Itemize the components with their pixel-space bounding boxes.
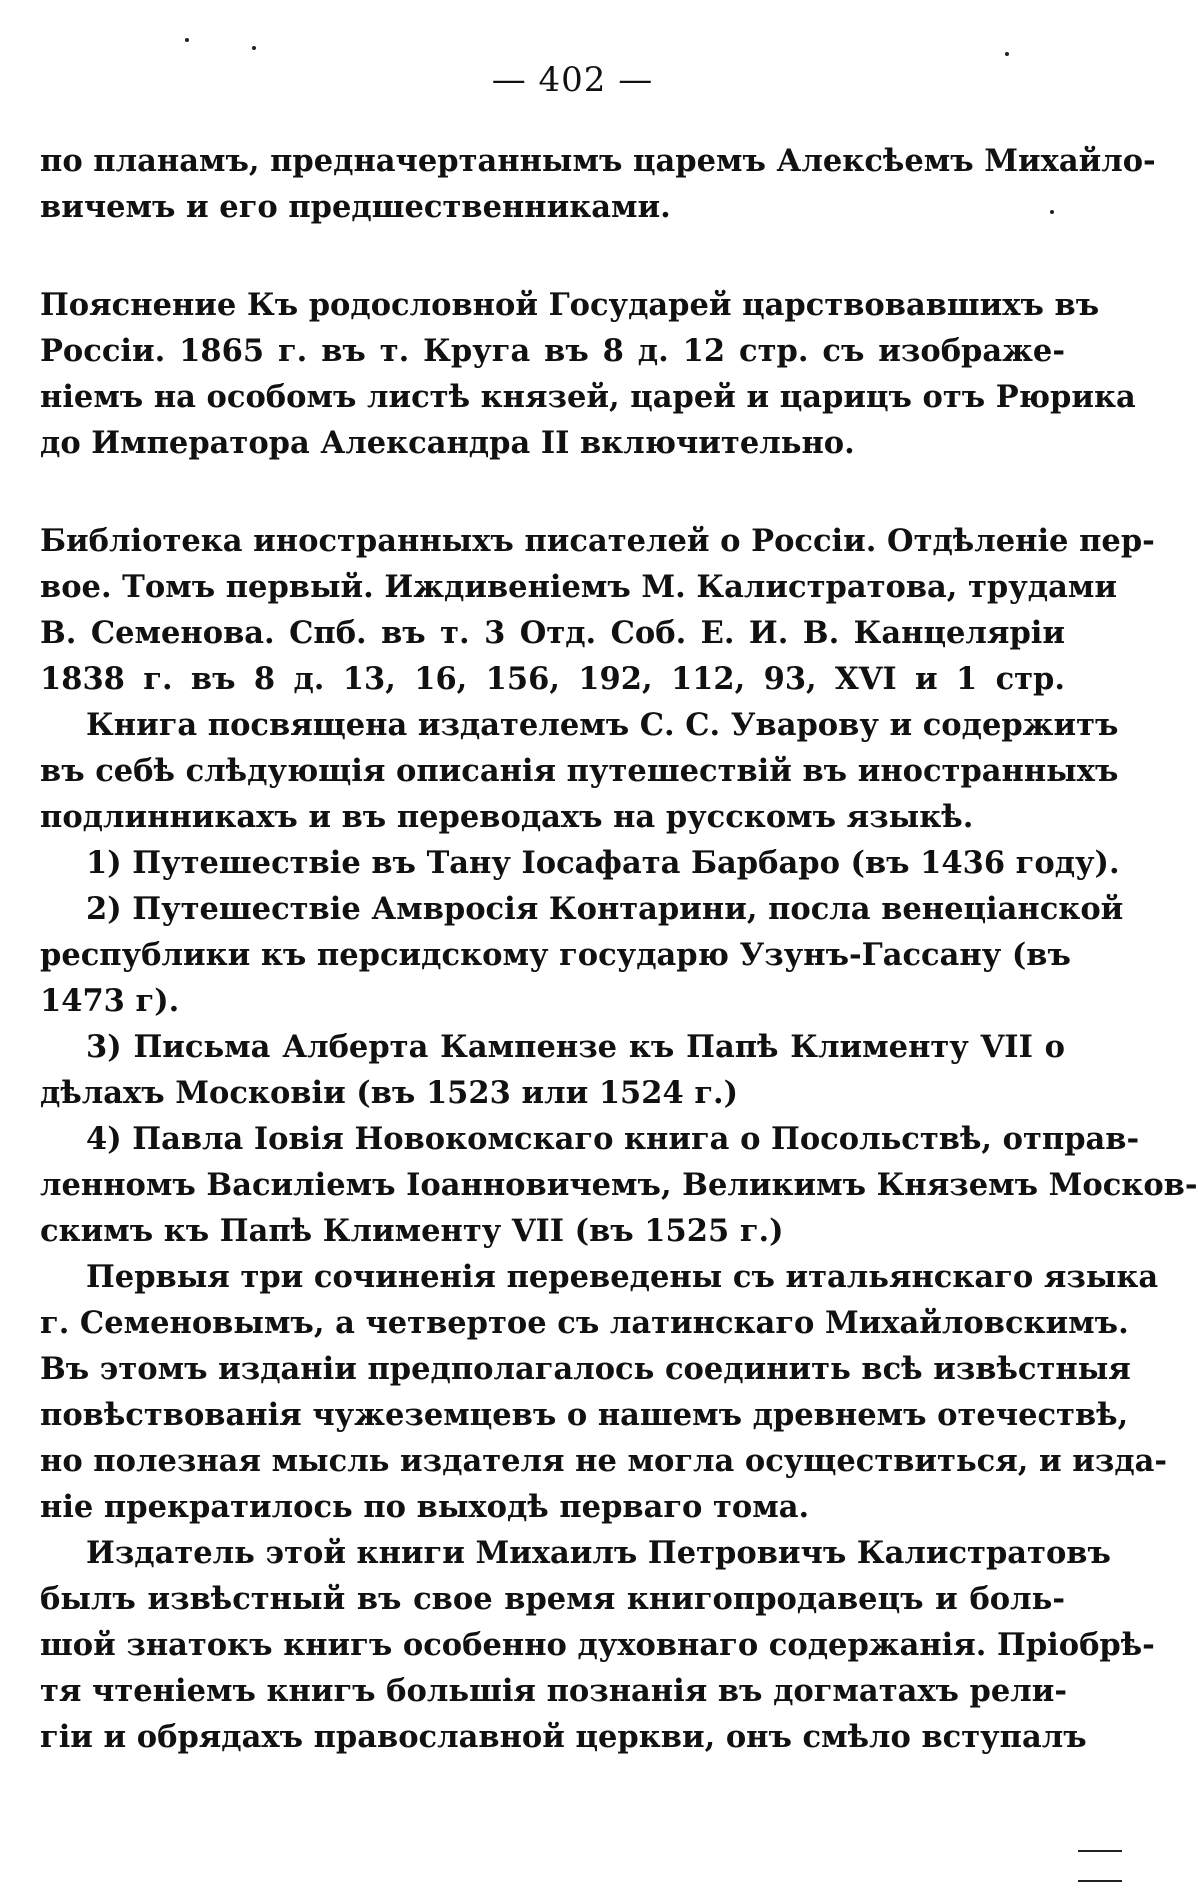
text-line: повѣствованія чужеземцевъ о нашемъ древнемъ отечествѣ, (40, 1397, 1129, 1433)
document-page (40, 60, 1198, 1760)
text-line: подлинникахъ и въ переводахъ на русскомъ языкѣ. (40, 799, 974, 835)
text-line: ленномъ Василіемъ Іоанновичемъ, Великимъ Княземъ Москов- (40, 1167, 1198, 1203)
text-line: 2) Путешествіе Амвросія Контарини, посла венеціанской (86, 891, 1124, 927)
text-line: республики къ персидскому государю Узунъ-Гассану (въ (40, 937, 1071, 973)
entry-genealogy (40, 282, 1136, 466)
page-number: — 402 — (491, 60, 654, 100)
text-line: вичемъ и его предшественниками. (40, 189, 671, 225)
text-line: Книга посвящена издателемъ С. С. Уварову и содержитъ (86, 707, 1119, 743)
scan-rule-mark (1078, 1850, 1122, 1852)
paragraph-1 (40, 138, 1156, 230)
entry-library (40, 518, 1155, 702)
text-line: но полезная мысль издателя не могла осуществиться, и изда- (40, 1443, 1168, 1479)
list-item-4 (40, 1116, 1198, 1254)
text-line: 4) Павла Іовія Новокомскаго книга о Посольствѣ, отправ- (86, 1121, 1140, 1157)
scan-speck (185, 38, 189, 42)
text-line: В. Семенова. Спб. въ т. 3 Отд. Соб. Е. И. В. Канцеляріи (40, 615, 1065, 651)
list-item-2 (40, 886, 1124, 1024)
text-line: по планамъ, предначертаннымъ царемъ Алексѣемъ Михайло- (40, 143, 1156, 179)
text-line: Первыя три сочиненія переведены съ итальянскаго языка (86, 1259, 1159, 1295)
scan-rule-mark (1078, 1880, 1122, 1882)
text-line: 1) Путешествіе въ Тану Іосафата Барбаро (въ 1436 году). (86, 845, 1120, 881)
text-line: 1473 г). (40, 983, 180, 1019)
text-line: г. Семеновымъ, а четвертое съ латинскаго Михайловскимъ. (40, 1305, 1129, 1341)
text-line: 1838 г. въ 8 д. 13, 16, 156, 192, 112, 93, XVI и 1 стр. (40, 661, 1065, 697)
paragraph-publisher (40, 1530, 1155, 1760)
text-line: гіи и обрядахъ православной церкви, онъ смѣло вступалъ (40, 1719, 1087, 1755)
scan-speck (1005, 52, 1009, 56)
text-line: Пояснение Къ родословной Государей царствовавшихъ въ (40, 287, 1100, 323)
scan-speck (1050, 210, 1054, 214)
text-line: вое. Томъ первый. Иждивеніемъ М. Калистратова, трудами (40, 569, 1117, 605)
list-item-1 (40, 840, 1120, 886)
paragraph-translations (40, 1254, 1168, 1530)
text-line: до Императора Александра II включительно. (40, 425, 855, 461)
text-line: былъ извѣстный въ свое время книгопродавецъ и боль- (40, 1581, 1065, 1617)
text-line: Россіи. 1865 г. въ т. Круга въ 8 д. 12 стр. съ изображе- (40, 333, 1065, 369)
paragraph-book-description (40, 702, 1119, 840)
text-line: ніе прекратилось по выходѣ перваго тома. (40, 1489, 810, 1525)
text-line: ніемъ на особомъ листѣ князей, царей и царицъ отъ Рюрика (40, 379, 1136, 415)
list-item-3 (40, 1024, 1065, 1116)
text-line: шой знатокъ книгъ особенно духовнаго содержанія. Пріобрѣ- (40, 1627, 1155, 1663)
text-line: дѣлахъ Московіи (въ 1523 или 1524 г.) (40, 1075, 739, 1111)
text-line: 3) Письма Алберта Кампензе къ Папѣ Клименту VII о (86, 1029, 1065, 1065)
text-line: Издатель этой книги Михаилъ Петровичъ Калистратовъ (86, 1535, 1111, 1571)
text-line: скимъ къ Папѣ Клименту VII (въ 1525 г.) (40, 1213, 784, 1249)
text-line: тя чтеніемъ книгъ большія познанія въ догматахъ рели- (40, 1673, 1068, 1709)
text-line: въ себѣ слѣдующія описанія путешествій въ иностранныхъ (40, 753, 1119, 789)
scan-speck (252, 46, 256, 50)
text-line: Библіотека иностранныхъ писателей о Россіи. Отдѣленіе пер- (40, 523, 1155, 559)
text-line: Въ этомъ изданіи предполагалось соединить всѣ извѣстныя (40, 1351, 1131, 1387)
